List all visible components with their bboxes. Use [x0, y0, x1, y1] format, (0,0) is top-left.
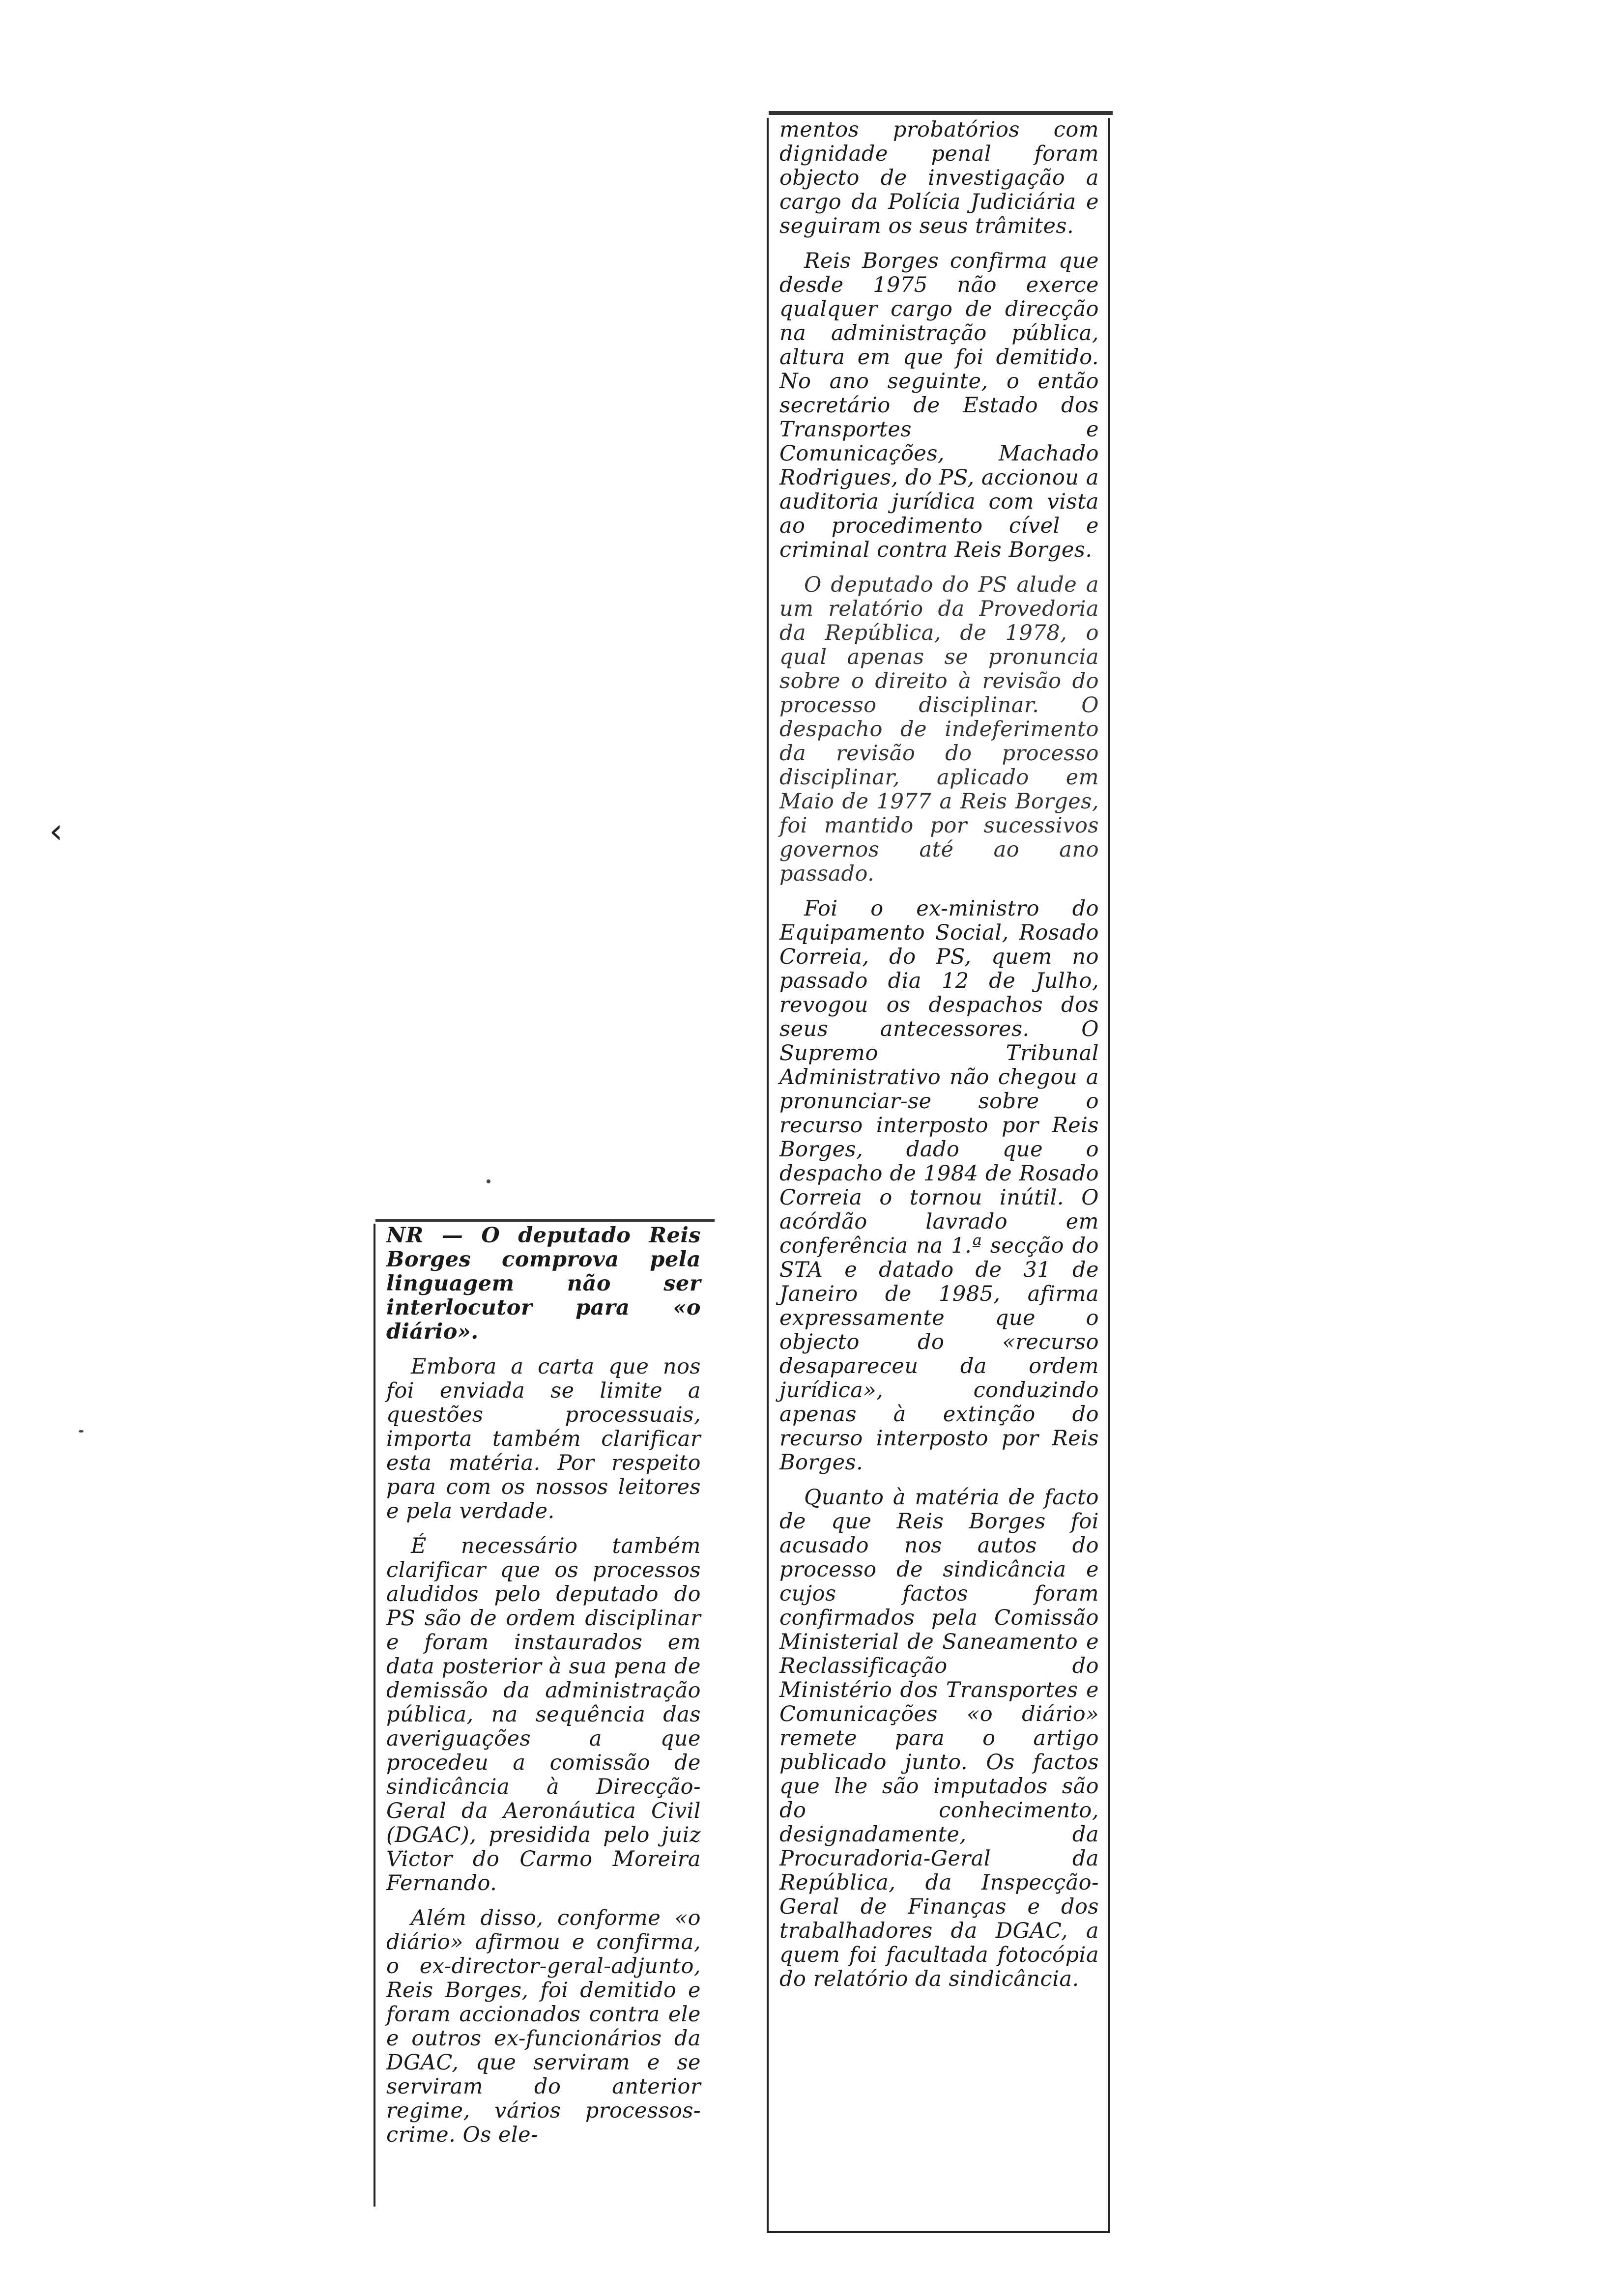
column-top-rule — [375, 1219, 715, 1222]
stray-scan-mark: ‹ — [49, 811, 63, 851]
article-paragraph: Foi o ex-ministro do Equipamento Social, Rosado Correia, do PS, quem no passado dia 12 de Julho, revogou os despachos dos seus antecessores. O Supremo Tribunal Administrativo não chegou a pronunciar-se sobre o recurso interposto por Reis Borges, dado que o despacho de 1984 de Rosado Correia o tornou inútil. O acórdão lavrado em conferência na 1.ª secção do STA e datado de 31 de Janeiro de 1985, afirma expressamente que o objecto do «recurso desapareceu da ordem jurídica», conduzindo apenas à extinção do recurso interposto por Reis Borges. — [779, 896, 1099, 1475]
scan-speck — [79, 1430, 84, 1433]
article-column-right — [767, 118, 1110, 2233]
article-paragraph: Reis Borges confirma que desde 1975 não exerce qualquer cargo de direcção na administração pública, altura em que foi demitido. No ano seguinte, o então secretário de Estado dos Transportes e Comunicações, Machado Rodrigues, do PS, accionou a auditoria jurídica com vista ao procedimento cível e criminal contra Reis Borges. — [779, 249, 1099, 562]
article-column-left — [374, 1224, 710, 2207]
article-paragraph: O deputado do PS alude a um relatório da Provedoria da República, de 1978, o qual apenas se pronuncia sobre o direito à revisão do processo disciplinar. O despacho de indeferimento da revisão do processo disciplinar, aplicado em Maio de 1977 a Reis Borges, foi mantido por sucessivos governos até ao ano passado. — [779, 573, 1099, 886]
scan-speck — [487, 1179, 490, 1183]
article-paragraph: NR — O deputado Reis Borges comprova pela linguagem não ser interlocutor para «o diário». — [386, 1223, 701, 1344]
article-paragraph: Embora a carta que nos foi enviada se limite a questões processuais, importa também clarificar esta matéria. Por respeito para com os nossos leitores e pela verdade. — [386, 1354, 701, 1523]
article-paragraph: mentos probatórios com dignidade penal foram objecto de investigação a cargo da Polícia Judiciária e seguiram os seus trâmites. — [779, 117, 1099, 238]
article-paragraph: É necessário também clarificar que os processos aludidos pelo deputado do PS são de ordem disciplinar e foram instaurados em data posterior à sua pena de demissão da administração pública, na sequência das averiguações a que procedeu a comissão de sindicância à Direcção-Geral da Aeronáutica Civil (DGAC), presidida pelo juiz Victor do Carmo Moreira Fernando. — [386, 1534, 701, 1895]
article-paragraph: Quanto à matéria de facto de que Reis Borges foi acusado nos autos do processo de sindicância e cujos factos foram confirmados pela Comissão Ministerial de Saneamento e Reclassificação do Ministério dos Transportes e Comunicações «o diário» remete para o artigo publicado junto. Os factos que lhe são imputados são do conhecimento, designadamente, da Procuradoria-Geral da República, da Inspecção-Geral de Finanças e dos trabalhadores da DGAC, a quem foi facultada fotocópia do relatório da sindicância. — [779, 1485, 1099, 1991]
article-paragraph: Além disso, conforme «o diário» afirmou e confirma, o ex-director-geral-adjunto, Reis Borges, foi demitido e foram accionados contra ele e outros ex-funcionários da DGAC, que serviram e se serviram do anterior regime, vários processos-crime. Os ele- — [386, 1906, 701, 2147]
column-top-rule — [769, 111, 1113, 115]
